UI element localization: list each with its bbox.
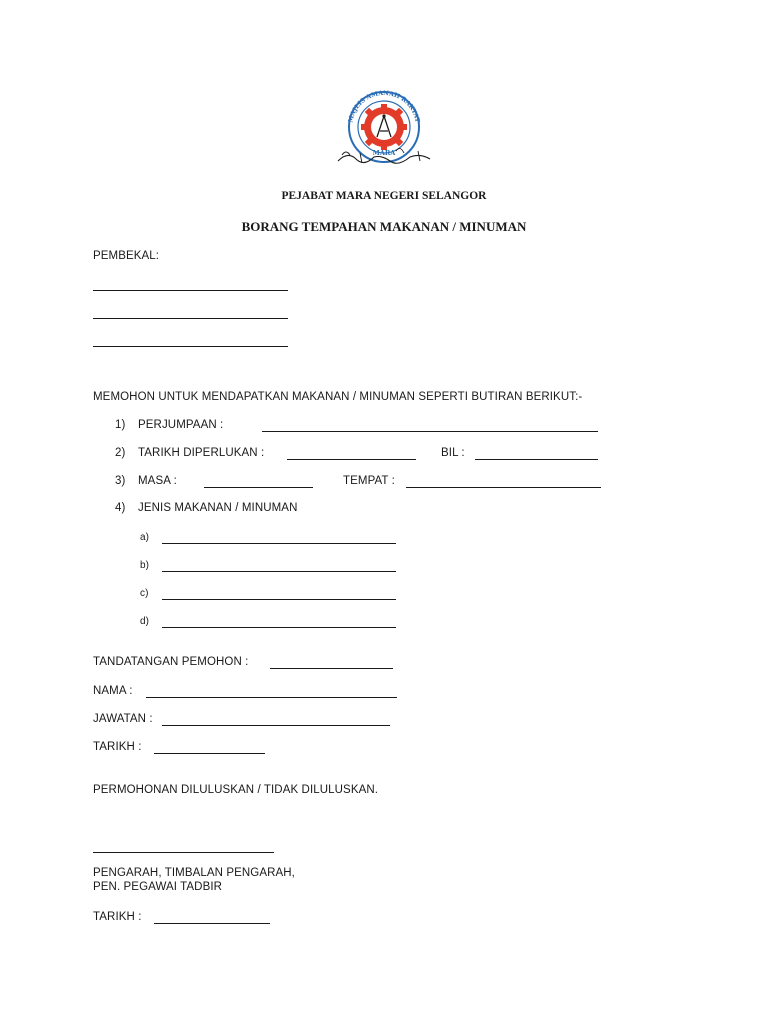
applicant-signature-label: TANDATANGAN PEMOHON : — [93, 656, 249, 668]
request-intro: MEMOHON UNTUK MENDAPATKAN MAKANAN / MINUMAN SEPERTI BUTIRAN BERIKUT:- — [93, 391, 583, 403]
sub-item-label: c) — [140, 588, 149, 599]
applicant-signature-field[interactable] — [270, 668, 393, 669]
approver-title-line-2: PEN. PEGAWAI TADBIR — [93, 881, 223, 893]
approver-title-line-1: PENGARAH, TIMBALAN PENGARAH, — [93, 867, 295, 879]
sub-item-field-c[interactable] — [162, 599, 396, 600]
place-field[interactable] — [406, 487, 601, 488]
form-title: BORANG TEMPAHAN MAKANAN / MINUMAN — [241, 219, 527, 234]
sub-item-label: d) — [140, 616, 150, 627]
approver-signature-field[interactable] — [93, 852, 274, 853]
mara-logo-emblem-icon — [330, 85, 438, 165]
position-label: JAWATAN : — [93, 713, 153, 725]
approval-date-field[interactable] — [154, 923, 270, 924]
item-number: 3) — [115, 475, 126, 487]
place-label: TEMPAT : — [343, 475, 395, 487]
logo-bottom-text: MARA — [372, 149, 396, 157]
count-field[interactable] — [475, 459, 598, 460]
sub-item-label: b) — [140, 560, 150, 571]
approval-statement: PERMOHONAN DILULUSKAN / TIDAK DILULUSKAN. — [93, 784, 379, 796]
item-number: 1) — [115, 419, 126, 431]
time-label: MASA : — [138, 475, 177, 487]
name-field[interactable] — [146, 697, 397, 698]
mara-logo — [330, 85, 438, 165]
sub-item-label: a) — [140, 532, 150, 543]
sub-item-field-a[interactable] — [162, 543, 396, 544]
supplier-line-1[interactable] — [93, 290, 288, 291]
sub-item-field-d[interactable] — [162, 627, 396, 628]
meeting-field[interactable] — [262, 431, 598, 432]
count-label: BIL : — [441, 447, 465, 459]
date-required-field[interactable] — [287, 459, 416, 460]
sub-item-field-b[interactable] — [162, 571, 396, 572]
item-number: 2) — [115, 447, 126, 459]
office-heading: PEJABAT MARA NEGERI SELANGOR — [281, 190, 487, 202]
supplier-label: PEMBEKAL: — [93, 250, 160, 262]
meeting-label: PERJUMPAAN : — [138, 419, 224, 431]
food-type-label: JENIS MAKANAN / MINUMAN — [138, 502, 298, 514]
time-field[interactable] — [204, 487, 313, 488]
approval-date-label: TARIKH : — [93, 911, 142, 923]
date-required-label: TARIKH DIPERLUKAN : — [138, 447, 265, 459]
applicant-date-field[interactable] — [154, 753, 265, 754]
applicant-date-label: TARIKH : — [93, 741, 142, 753]
item-number: 4) — [115, 502, 126, 514]
supplier-line-2[interactable] — [93, 318, 288, 319]
position-field[interactable] — [162, 725, 390, 726]
ring-text: MAJLIS AMANAH RAKYAT — [347, 89, 421, 124]
supplier-line-3[interactable] — [93, 346, 288, 347]
name-label: NAMA : — [93, 685, 133, 697]
